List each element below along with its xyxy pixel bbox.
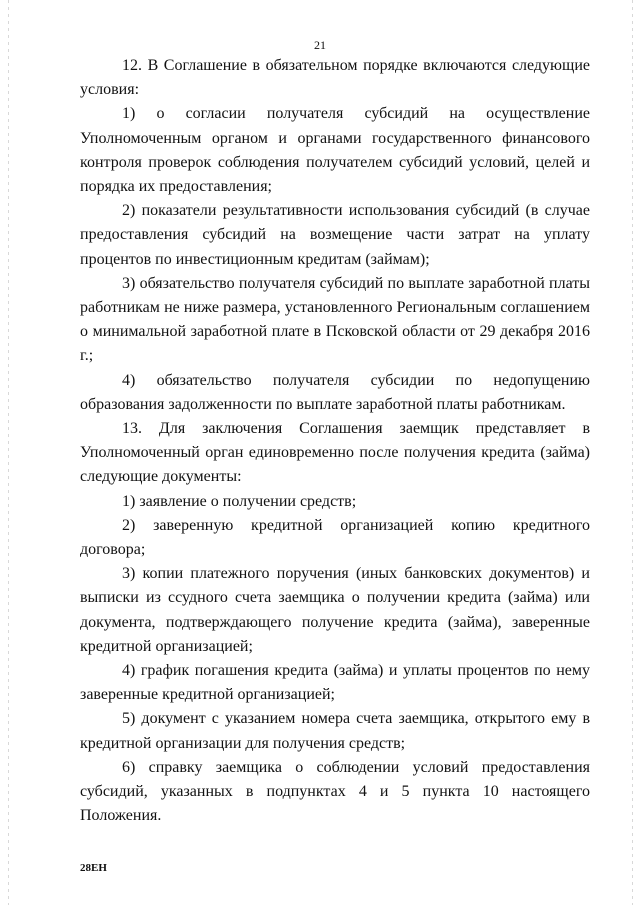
- paragraph-13: 13. Для заключения Соглашения заемщик представляет в Уполномоченный орган единовременно после получения кредита (займа) следующие документы:: [80, 420, 590, 486]
- scan-edge-right: [632, 0, 633, 905]
- paragraph-13-item-6: 6) справку заемщика о соблюдении условий предоставления субсидий, указанных в подпунктах 4 и 5 пункта 10 настоящего Положения.: [80, 758, 590, 825]
- footer-document-code: 28ЕН: [80, 862, 107, 874]
- paragraph-12-item-3: 3) обязательство получателя субсидий по выплате заработной платы работникам не ниже размера, установленного Региональным соглашением о минимальной заработной плате в Псковской области от 29 декабря 2016 г.;: [80, 274, 590, 365]
- paragraph-13-item-4: 4) график погашения кредита (займа) и уплаты процентов по нему заверенные кредитной организацией;: [80, 662, 590, 704]
- paragraph-13-item-1: 1) заявление о получении средств;: [122, 492, 357, 510]
- paragraph-12-item-2: 2) показатели результативности использования субсидий (в случае предоставления субсидий на возмещение части затрат на уплату процентов по инвестиционным кредитам (займам);: [80, 202, 590, 268]
- paragraph-13-item-2: 2) заверенную кредитной организацией копию кредитного договора;: [80, 516, 590, 559]
- document-body: [80, 54, 590, 829]
- paragraph-13-item-5: 5) документ с указанием номера счета заемщика, открытого ему в кредитной организации для получения средств;: [80, 710, 590, 752]
- paragraph-12: 12. В Соглашение в обязательном порядке включаются следующие условия:: [80, 57, 590, 99]
- paragraph-13-item-3: 3) копии платежного поручения (иных банковских документов) и выписки из ссудного счета заемщика о получении кредита (займа) или документа, подтверждающего получение кредита (займа), заверенные кредитной организацией;: [80, 565, 590, 655]
- paragraph-12-item-1: 1) о согласии получателя субсидий на осуществление Уполномоченным органом и органами государственного финансового контроля проверок соблюдения получателем субсидий условий, целей и порядка их предоставления;: [80, 105, 590, 196]
- paragraph-12-item-4: 4) обязательство получателя субсидии по недопущению образования задолженности по выплате заработной платы работникам.: [80, 371, 590, 413]
- page-number: 21: [314, 38, 326, 52]
- scan-edge-left: [8, 0, 9, 905]
